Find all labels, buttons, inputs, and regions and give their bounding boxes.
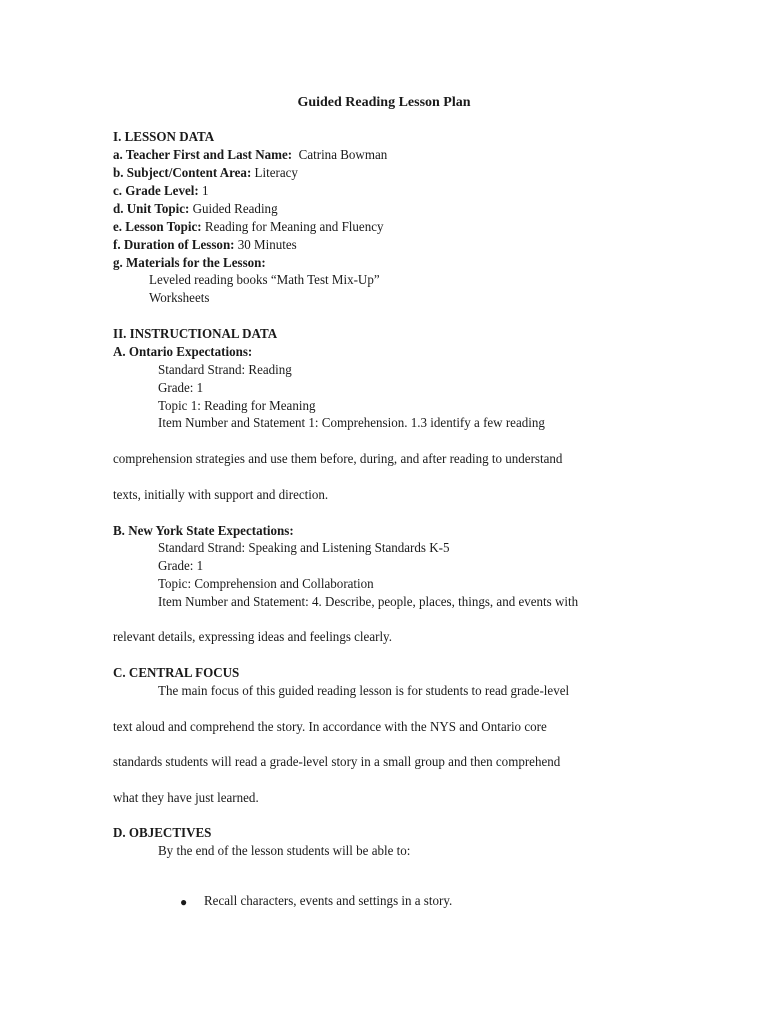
central-focus-line: text aloud and comprehend the story. In accordance with the NYS and Ontario core <box>113 720 547 735</box>
nys-item-line: Item Number and Statement: 4. Describe, people, places, things, and events with <box>158 595 579 610</box>
unit-topic-row <box>113 201 278 219</box>
teacher-name-label: a. Teacher First and Last Name: <box>113 148 293 163</box>
ontario-item-line: comprehension strategies and use them before, during, and after reading to understand <box>113 452 563 467</box>
duration-value: 30 Minutes <box>234 238 297 253</box>
nys-topic: Topic: Comprehension and Collaboration <box>158 577 374 592</box>
materials-label: g. Materials for the Lesson: <box>113 256 266 271</box>
ontario-topic: Topic 1: Reading for Meaning <box>158 399 316 414</box>
nys-expectations-heading: B. New York State Expectations: <box>113 524 294 539</box>
lesson-topic-row <box>113 219 384 237</box>
lesson-topic-label: e. Lesson Topic: <box>113 220 202 235</box>
nys-strand: Standard Strand: Speaking and Listening Standards K-5 <box>158 541 450 556</box>
objectives-intro: By the end of the lesson students will be able to: <box>158 844 411 859</box>
materials-item: Leveled reading books “Math Test Mix-Up” <box>149 273 380 288</box>
page-title: Guided Reading Lesson Plan <box>297 95 471 110</box>
duration-row <box>113 237 297 255</box>
grade-level-label: c. Grade Level: <box>113 184 199 199</box>
subject-row <box>113 165 298 183</box>
unit-topic-value: Guided Reading <box>189 202 278 217</box>
nys-item-line: relevant details, expressing ideas and feelings clearly. <box>113 630 392 645</box>
unit-topic-label: d. Unit Topic: <box>113 202 190 217</box>
ontario-strand: Standard Strand: Reading <box>158 363 292 378</box>
central-focus-line: The main focus of this guided reading lesson is for students to read grade-level <box>158 684 570 699</box>
bullet-icon: ● <box>180 895 188 909</box>
objective-item: Recall characters, events and settings in a story. <box>204 894 453 909</box>
duration-label: f. Duration of Lesson: <box>113 238 235 253</box>
central-focus-line: what they have just learned. <box>113 791 259 806</box>
central-focus-heading: C. CENTRAL FOCUS <box>113 666 240 681</box>
ontario-expectations-heading: A. Ontario Expectations: <box>113 345 253 360</box>
grade-level-row <box>113 183 208 201</box>
teacher-name-value: Catrina Bowman <box>292 148 388 163</box>
teacher-name-row <box>113 147 387 165</box>
grade-level-value: 1 <box>198 184 209 199</box>
lesson-topic-value: Reading for Meaning and Fluency <box>201 220 384 235</box>
ontario-grade: Grade: 1 <box>158 381 204 396</box>
section-heading-lesson-data: I. LESSON DATA <box>113 130 215 145</box>
subject-label: b. Subject/Content Area: <box>113 166 252 181</box>
ontario-item-line: Item Number and Statement 1: Comprehension. 1.3 identify a few reading <box>158 416 545 431</box>
objectives-heading: D. OBJECTIVES <box>113 826 212 841</box>
subject-value: Literacy <box>251 166 298 181</box>
materials-item: Worksheets <box>149 291 210 306</box>
section-heading-instructional-data: II. INSTRUCTIONAL DATA <box>113 327 278 342</box>
nys-grade: Grade: 1 <box>158 559 204 574</box>
central-focus-line: standards students will read a grade-level story in a small group and then comprehend <box>113 755 561 770</box>
ontario-item-line: texts, initially with support and direction. <box>113 488 329 503</box>
